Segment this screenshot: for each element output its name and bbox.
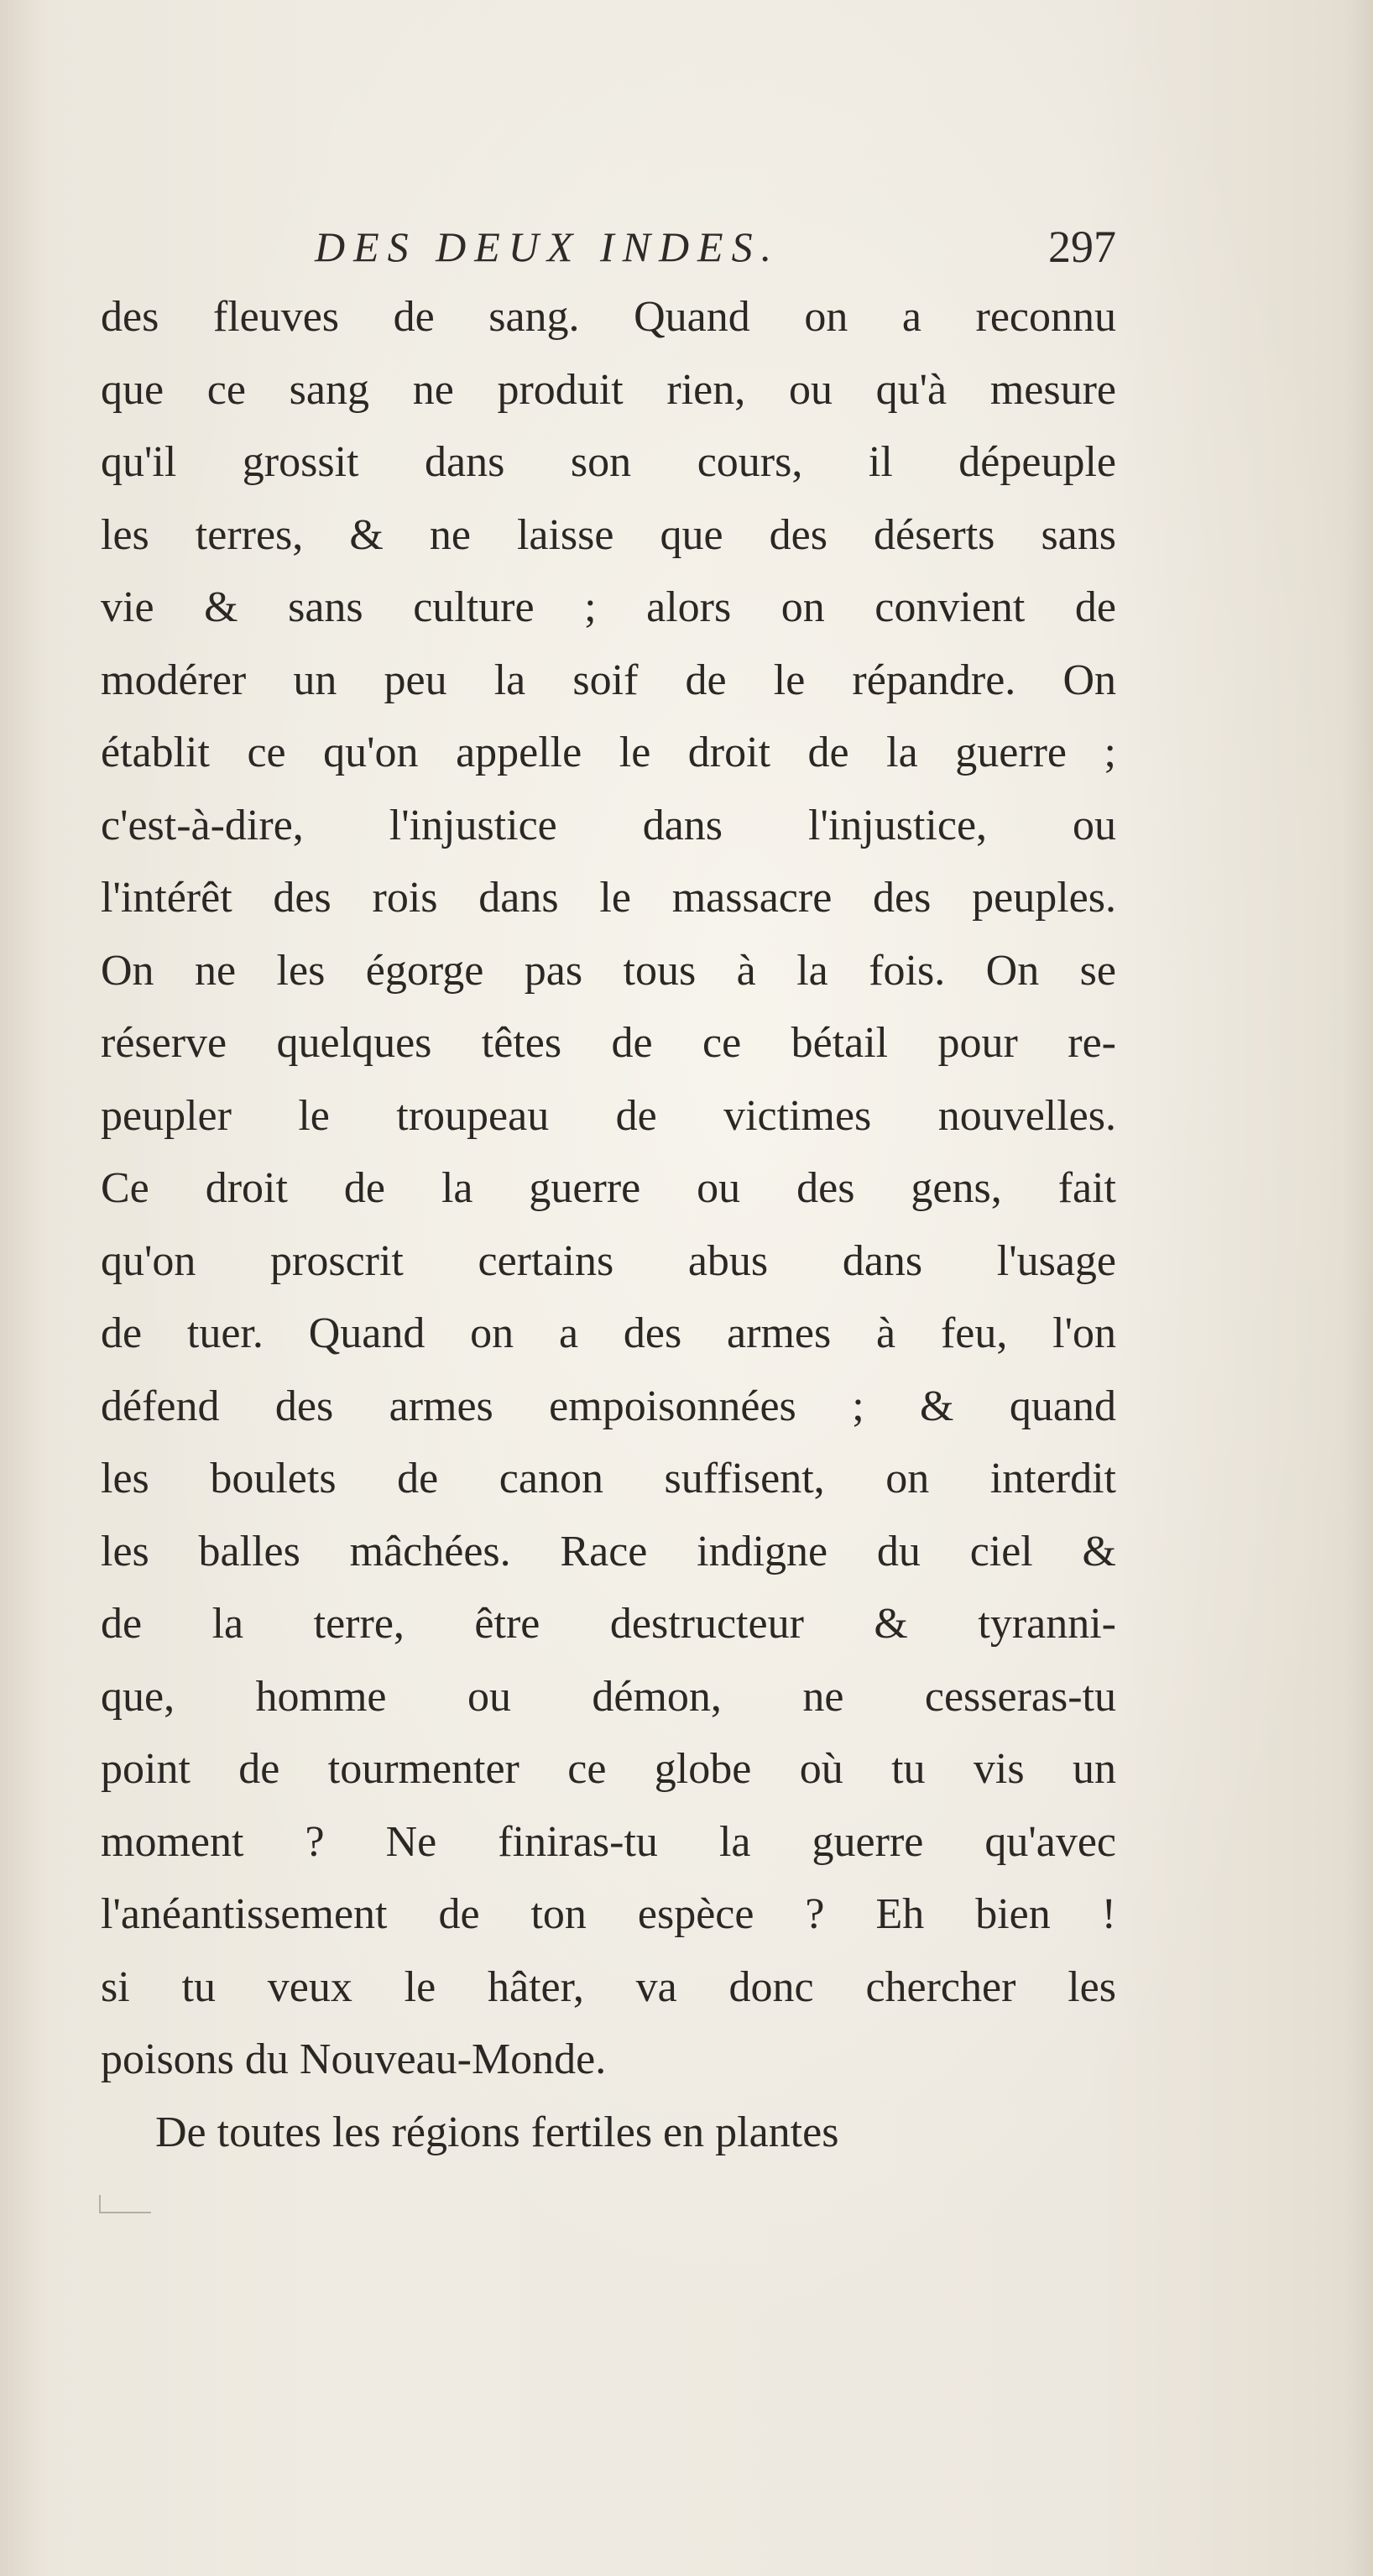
page-number: 297 — [1048, 222, 1116, 272]
text-line: peupler le troupeau de victimes nouvelles. — [101, 1091, 1116, 1140]
text-line: modérer un peu la soif de le répandre. On — [101, 656, 1116, 704]
text-line: moment ? Ne finiras-tu la guerre qu'avec — [101, 1817, 1116, 1866]
text-line: que, homme ou démon, ne cesseras-tu — [101, 1672, 1116, 1721]
text-line: défend des armes empoisonnées ; & quand — [101, 1382, 1116, 1430]
page-corner-mark — [99, 2195, 151, 2213]
text-line: que ce sang ne produit rien, ou qu'à mesure — [101, 365, 1116, 414]
running-title: DES DEUX INDES. — [315, 223, 780, 270]
text-line: c'est-à-dire, l'injustice dans l'injustice, ou — [101, 801, 1116, 849]
text-line: les balles mâchées. Race indigne du ciel & — [101, 1527, 1116, 1575]
text-line: l'anéantissement de ton espèce ? Eh bien ! — [101, 1890, 1116, 1938]
text-line: l'intérêt des rois dans le massacre des peuples. — [101, 874, 1116, 922]
text-line: qu'il grossit dans son cours, il dépeuple — [101, 438, 1116, 486]
text-line: établit ce qu'on appelle le droit de la guerre ; — [101, 729, 1116, 776]
text-line: vie & sans culture ; alors on convient de — [101, 583, 1116, 631]
running-head — [101, 217, 1116, 277]
text-line: réserve quelques têtes de ce bétail pour re- — [101, 1019, 1116, 1067]
text-line: des fleuves de sang. Quand on a reconnu — [101, 293, 1116, 341]
text-line: les boulets de canon suffisent, on interdit — [101, 1455, 1116, 1502]
text-line: poisons du Nouveau-Monde. — [101, 2035, 607, 2083]
text-line: les terres, & ne laisse que des déserts sans — [101, 510, 1116, 559]
text-line: de tuer. Quand on a des armes à feu, l'on — [101, 1309, 1116, 1357]
text-line: qu'on proscrit certains abus dans l'usage — [101, 1236, 1116, 1285]
text-line: si tu veux le hâter, va donc chercher les — [101, 1962, 1116, 2011]
text-line: On ne les égorge pas tous à la fois. On se — [101, 946, 1116, 995]
text-line: de la terre, être destructeur & tyranni- — [101, 1600, 1116, 1648]
text-line: Ce droit de la guerre ou des gens, fait — [101, 1164, 1116, 1212]
body-text — [101, 281, 1116, 2169]
text-line: point de tourmenter ce globe où tu vis un — [101, 1745, 1116, 1793]
paragraph-start-line: De toutes les régions fertiles en plantes — [155, 2108, 839, 2156]
